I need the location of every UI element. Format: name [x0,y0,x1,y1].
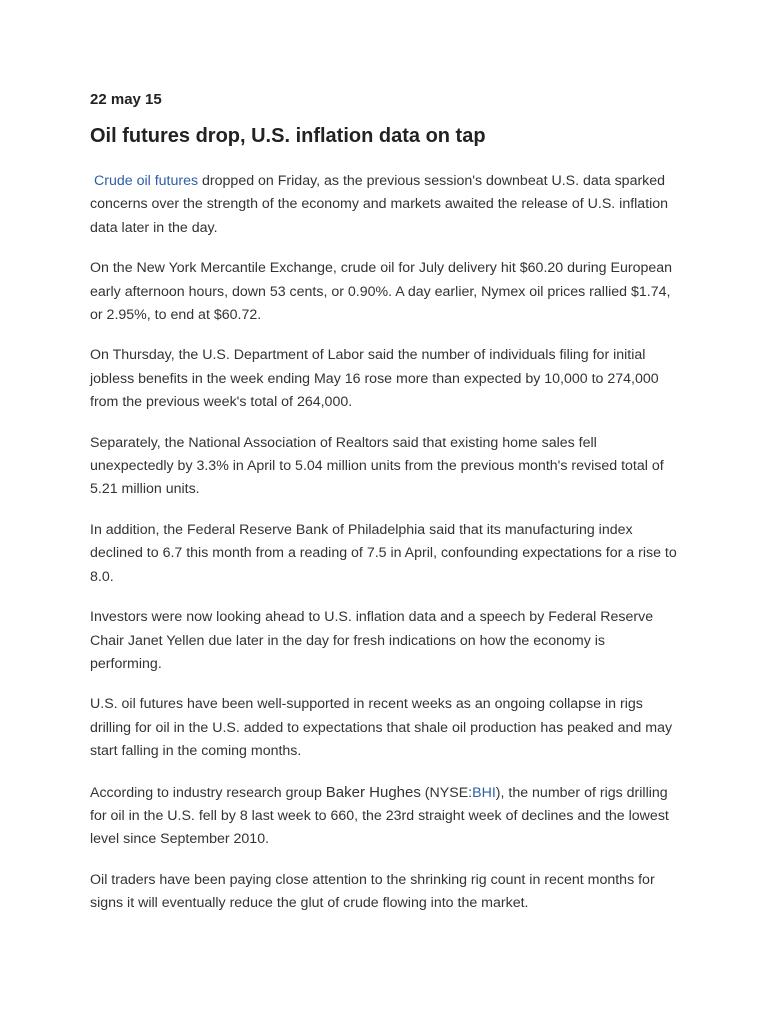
baker-hughes-name: Baker Hughes [325,783,421,801]
paragraph-4: Separately, the National Association of Realtors said that existing home sales fell unexpectedly by 3.3% in April to 5.04 million units from the previous month's revised total of 5.21 million units. [90,434,664,498]
paragraph-8-mid: (NYSE: [420,784,473,801]
paragraph-1 [90,170,680,240]
paragraph-3: On Thursday, the U.S. Department of Labor said the number of individuals filing for initial jobless benefits in the week ending May 16 rose more than expected by 10,000 to 274,000 from the previous week's total of 264,000. [90,347,659,411]
paragraph-8 [90,781,680,852]
paragraph-2: On the New York Mercantile Exchange, crude oil for July delivery hit $60.20 during European early afternoon hours, down 53 cents, or 0.90%. A day earlier, Nymex oil prices rallied $1.74, or 2.95%, to end at $60.72. [90,260,673,324]
bhi-ticker-link[interactable]: BHI [472,784,496,801]
paragraph-9: Oil traders have been paying close attention to the shrinking rig count in recent months for signs it will eventually reduce the glut of crude flowing into the market. [90,871,655,912]
article-headline: Oil futures drop, U.S. inflation data on tap [90,125,486,147]
paragraph-1-text: dropped on Friday, as the previous session's downbeat U.S. data sparked concerns over the strength of the economy and markets awaited the release of U.S. inflation data later in the day. [90,173,669,236]
crude-oil-futures-link[interactable]: Crude oil futures [94,173,199,189]
paragraph-5: In addition, the Federal Reserve Bank of Philadelphia said that its manufacturing index declined to 6.7 this month from a reading of 7.5 in April, confounding expectations for a rise to 8.0. [90,521,677,585]
paragraph-8-after: ), the number of rigs drilling for oil in the U.S. fell by 8 last week to 660, the 23rd straight week of declines and the lowest level since September 2010. [90,784,669,848]
paragraph-8-before: According to industry research group [90,784,326,801]
paragraph-6: Investors were now looking ahead to U.S. inflation data and a speech by Federal Reserve Chair Janet Yellen due later in the day for fresh indications on how the economy is performing. [90,609,654,672]
article [90,90,680,933]
paragraph-7: U.S. oil futures have been well-supported in recent weeks as an ongoing collapse in rigs drilling for oil in the U.S. added to expectations that shale oil production has peaked and may start falling in the coming months. [90,696,673,760]
article-date: 22 may 15 [90,91,162,108]
